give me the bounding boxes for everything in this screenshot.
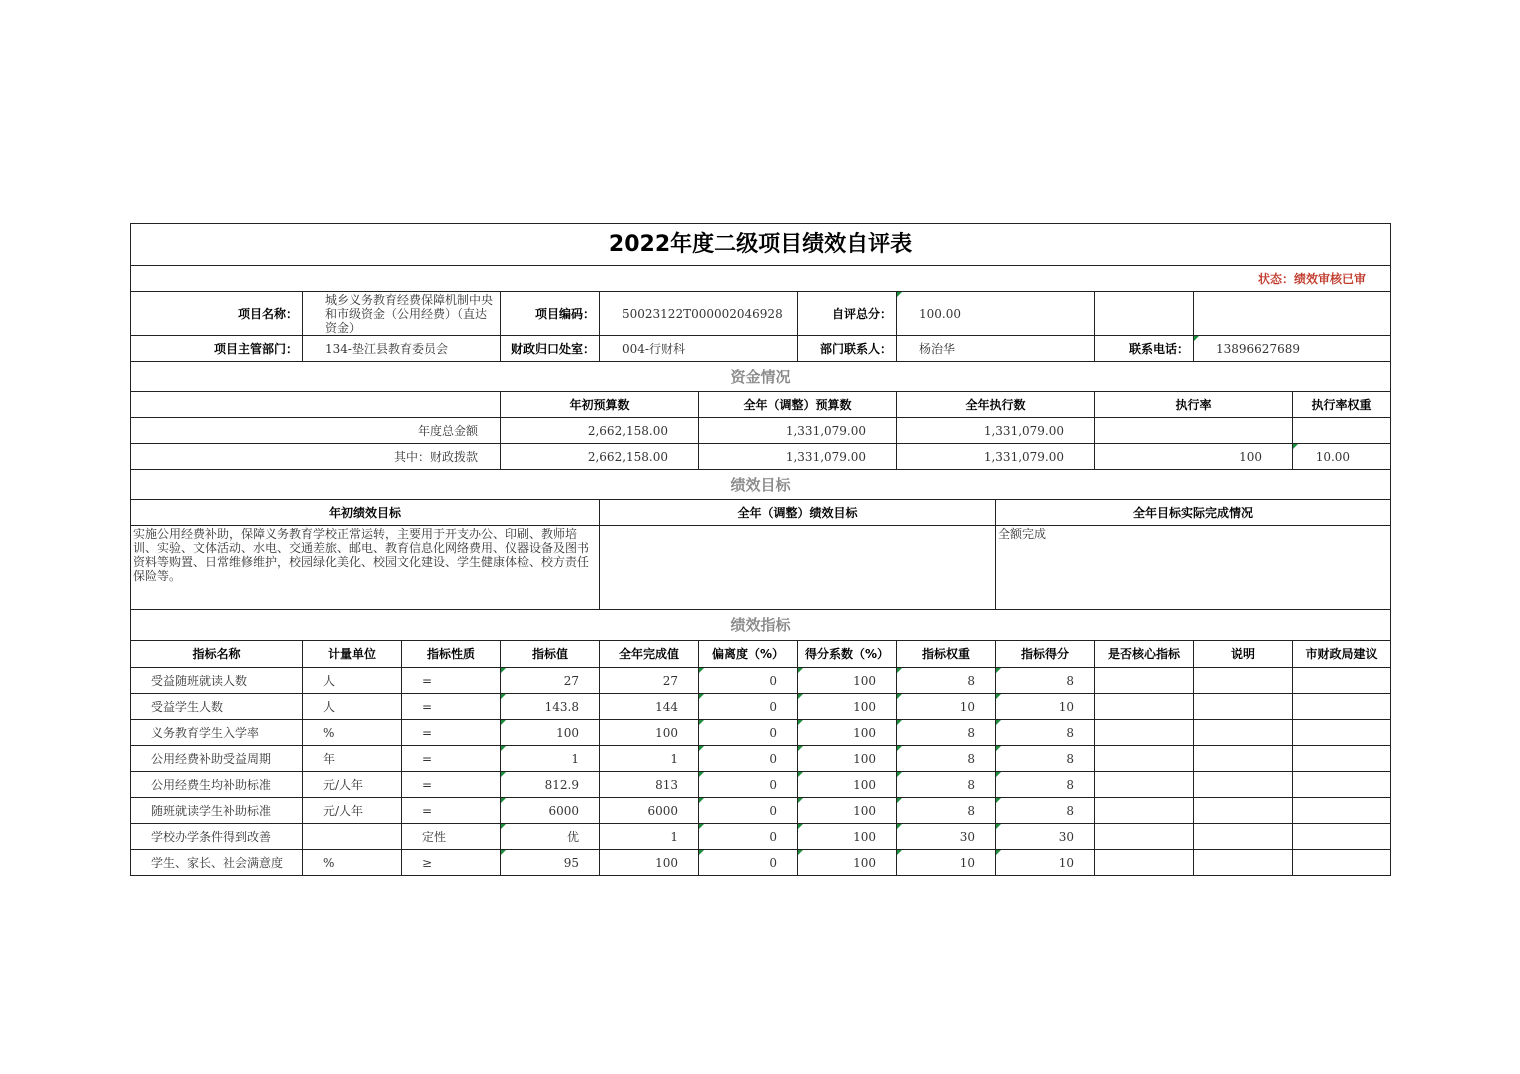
ind-suggestion xyxy=(1293,772,1391,798)
ind-note xyxy=(1194,746,1293,772)
phone-label: 联系电话： xyxy=(1095,336,1194,362)
funds-row-executed: 1,331,079.00 xyxy=(897,444,1095,470)
ind-header-nature: 指标性质 xyxy=(402,641,501,668)
funds-row-weight: 10.00 xyxy=(1293,444,1391,470)
ind-note xyxy=(1194,850,1293,876)
indicator-row xyxy=(131,798,1391,824)
ind-note xyxy=(1194,694,1293,720)
ind-suggestion xyxy=(1293,798,1391,824)
project-code-value: 50023122T000002046928 xyxy=(600,292,798,336)
funds-row-label: 年度总金额 xyxy=(131,418,501,444)
ind-weight: 8 xyxy=(897,746,996,772)
indicator-row xyxy=(131,824,1391,850)
ind-core xyxy=(1095,772,1194,798)
ind-header-note: 说明 xyxy=(1194,641,1293,668)
finance-value: 004-行财科 xyxy=(600,336,798,362)
ind-weight: 30 xyxy=(897,824,996,850)
ind-nature: = xyxy=(402,746,501,772)
ind-score: 8 xyxy=(996,798,1095,824)
indicator-row xyxy=(131,746,1391,772)
ind-completed: 6000 xyxy=(600,798,699,824)
ind-weight: 8 xyxy=(897,720,996,746)
ind-header-coefficient: 得分系数（%） xyxy=(798,641,897,668)
ind-suggestion xyxy=(1293,746,1391,772)
ind-deviation: 0 xyxy=(699,798,798,824)
ind-name: 随班就读学生补助标准 xyxy=(131,798,303,824)
project-name-label: 项目名称： xyxy=(131,292,303,336)
ind-coefficient: 100 xyxy=(798,720,897,746)
empty-cell xyxy=(1194,292,1391,336)
dept-label: 项目主管部门： xyxy=(131,336,303,362)
ind-nature: = xyxy=(402,772,501,798)
contact-value: 杨治华 xyxy=(897,336,1095,362)
ind-note xyxy=(1194,668,1293,694)
ind-completed: 144 xyxy=(600,694,699,720)
funds-row-rate xyxy=(1095,418,1293,444)
goals-header-adjusted: 全年（调整）绩效目标 xyxy=(600,500,996,526)
project-code-label: 项目编码： xyxy=(501,292,600,336)
ind-note xyxy=(1194,772,1293,798)
ind-header-value: 指标值 xyxy=(501,641,600,668)
ind-weight: 8 xyxy=(897,798,996,824)
funds-header-rate: 执行率 xyxy=(1095,392,1293,418)
indicator-row xyxy=(131,720,1391,746)
goals-initial-text: 实施公用经费补助，保障义务教育学校正常运转，主要用于开支办公、印刷、教师培训、实验、文体活动、水电、交通差旅、邮电、教育信息化网络费用、仪器设备及图书资料等购置、日常维修维护，校园绿化美化、校园文化建设、学生健康体检、校方责任保险等。 xyxy=(131,526,600,610)
ind-nature: 定性 xyxy=(402,824,501,850)
funds-row xyxy=(131,444,1391,470)
goals-header-initial: 年初绩效目标 xyxy=(131,500,600,526)
funds-row-executed: 1,331,079.00 xyxy=(897,418,1095,444)
ind-deviation: 0 xyxy=(699,668,798,694)
ind-core xyxy=(1095,746,1194,772)
ind-completed: 27 xyxy=(600,668,699,694)
ind-value: 143.8 xyxy=(501,694,600,720)
ind-unit: 人 xyxy=(303,668,402,694)
ind-unit: 年 xyxy=(303,746,402,772)
ind-completed: 1 xyxy=(600,746,699,772)
ind-nature: = xyxy=(402,798,501,824)
ind-header-name: 指标名称 xyxy=(131,641,303,668)
indicator-row xyxy=(131,850,1391,876)
ind-score: 30 xyxy=(996,824,1095,850)
ind-deviation: 0 xyxy=(699,850,798,876)
ind-header-completed: 全年完成值 xyxy=(600,641,699,668)
indicator-row xyxy=(131,694,1391,720)
ind-coefficient: 100 xyxy=(798,850,897,876)
score-value: 100.00 xyxy=(897,292,1095,336)
funds-row-rate: 100 xyxy=(1095,444,1293,470)
ind-unit: % xyxy=(303,720,402,746)
empty-cell xyxy=(1095,292,1194,336)
ind-score: 8 xyxy=(996,720,1095,746)
ind-weight: 8 xyxy=(897,772,996,798)
ind-completed: 100 xyxy=(600,850,699,876)
ind-header-deviation: 偏离度（%） xyxy=(699,641,798,668)
ind-nature: = xyxy=(402,720,501,746)
indicator-rows xyxy=(131,668,1391,876)
goals-adjusted-text xyxy=(600,526,996,610)
ind-score: 10 xyxy=(996,694,1095,720)
ind-header-unit: 计量单位 xyxy=(303,641,402,668)
ind-value: 优 xyxy=(501,824,600,850)
funds-row-adjusted: 1,331,079.00 xyxy=(699,418,897,444)
ind-unit xyxy=(303,824,402,850)
ind-core xyxy=(1095,824,1194,850)
goals-header-actual: 全年目标实际完成情况 xyxy=(996,500,1391,526)
ind-coefficient: 100 xyxy=(798,798,897,824)
funds-section-title: 资金情况 xyxy=(131,362,1391,392)
ind-unit: % xyxy=(303,850,402,876)
ind-deviation: 0 xyxy=(699,694,798,720)
ind-core xyxy=(1095,720,1194,746)
ind-name: 受益学生人数 xyxy=(131,694,303,720)
funds-row-label: 其中：财政拨款 xyxy=(131,444,501,470)
goals-actual-text: 全额完成 xyxy=(996,526,1391,610)
funds-row xyxy=(131,418,1391,444)
contact-label: 部门联系人： xyxy=(798,336,897,362)
funds-header-adjusted: 全年（调整）预算数 xyxy=(699,392,897,418)
ind-weight: 10 xyxy=(897,850,996,876)
ind-value: 1 xyxy=(501,746,600,772)
ind-coefficient: 100 xyxy=(798,668,897,694)
ind-weight: 8 xyxy=(897,668,996,694)
ind-name: 公用经费生均补助标准 xyxy=(131,772,303,798)
ind-coefficient: 100 xyxy=(798,824,897,850)
ind-name: 公用经费补助受益周期 xyxy=(131,746,303,772)
ind-header-suggestion: 市财政局建议 xyxy=(1293,641,1391,668)
funds-header-initial: 年初预算数 xyxy=(501,392,699,418)
goals-section-title: 绩效目标 xyxy=(131,470,1391,500)
self-evaluation-table xyxy=(130,223,1391,876)
ind-coefficient: 100 xyxy=(798,694,897,720)
ind-score: 8 xyxy=(996,668,1095,694)
ind-note xyxy=(1194,720,1293,746)
ind-unit: 元/人年 xyxy=(303,772,402,798)
status-badge: 状态：绩效审核已审 xyxy=(131,266,1391,292)
ind-header-core: 是否核心指标 xyxy=(1095,641,1194,668)
ind-nature: ≥ xyxy=(402,850,501,876)
funds-row-initial: 2,662,158.00 xyxy=(501,444,699,470)
ind-core xyxy=(1095,850,1194,876)
ind-note xyxy=(1194,824,1293,850)
ind-suggestion xyxy=(1293,720,1391,746)
ind-completed: 100 xyxy=(600,720,699,746)
funds-row-weight xyxy=(1293,418,1391,444)
phone-value: 13896627689 xyxy=(1194,336,1391,362)
funds-header-blank xyxy=(131,392,501,418)
ind-core xyxy=(1095,798,1194,824)
ind-nature: = xyxy=(402,668,501,694)
ind-value: 95 xyxy=(501,850,600,876)
funds-header-weight: 执行率权重 xyxy=(1293,392,1391,418)
ind-completed: 813 xyxy=(600,772,699,798)
ind-name: 义务教育学生入学率 xyxy=(131,720,303,746)
ind-header-weight: 指标权重 xyxy=(897,641,996,668)
indicator-row xyxy=(131,668,1391,694)
ind-suggestion xyxy=(1293,850,1391,876)
ind-value: 100 xyxy=(501,720,600,746)
ind-score: 8 xyxy=(996,746,1095,772)
funds-row-initial: 2,662,158.00 xyxy=(501,418,699,444)
score-label: 自评总分： xyxy=(798,292,897,336)
ind-value: 6000 xyxy=(501,798,600,824)
page-title: 2022年度二级项目绩效自评表 xyxy=(131,224,1391,266)
ind-completed: 1 xyxy=(600,824,699,850)
ind-core xyxy=(1095,694,1194,720)
ind-deviation: 0 xyxy=(699,746,798,772)
ind-weight: 10 xyxy=(897,694,996,720)
ind-header-score: 指标得分 xyxy=(996,641,1095,668)
ind-score: 10 xyxy=(996,850,1095,876)
funds-row-adjusted: 1,331,079.00 xyxy=(699,444,897,470)
ind-name: 学校办学条件得到改善 xyxy=(131,824,303,850)
ind-value: 812.9 xyxy=(501,772,600,798)
ind-value: 27 xyxy=(501,668,600,694)
finance-label: 财政归口处室： xyxy=(501,336,600,362)
ind-deviation: 0 xyxy=(699,824,798,850)
ind-deviation: 0 xyxy=(699,772,798,798)
ind-suggestion xyxy=(1293,668,1391,694)
ind-suggestion xyxy=(1293,824,1391,850)
ind-score: 8 xyxy=(996,772,1095,798)
ind-note xyxy=(1194,798,1293,824)
ind-suggestion xyxy=(1293,694,1391,720)
ind-unit: 元/人年 xyxy=(303,798,402,824)
funds-header-executed: 全年执行数 xyxy=(897,392,1095,418)
ind-coefficient: 100 xyxy=(798,746,897,772)
ind-core xyxy=(1095,668,1194,694)
indicator-row xyxy=(131,772,1391,798)
ind-nature: = xyxy=(402,694,501,720)
ind-coefficient: 100 xyxy=(798,772,897,798)
ind-deviation: 0 xyxy=(699,720,798,746)
dept-value: 134-垫江县教育委员会 xyxy=(303,336,501,362)
indicators-section-title: 绩效指标 xyxy=(131,610,1391,641)
ind-name: 学生、家长、社会满意度 xyxy=(131,850,303,876)
ind-unit: 人 xyxy=(303,694,402,720)
ind-name: 受益随班就读人数 xyxy=(131,668,303,694)
project-name-value: 城乡义务教育经费保障机制中央和市级资金（公用经费）（直达资金） xyxy=(303,292,501,336)
